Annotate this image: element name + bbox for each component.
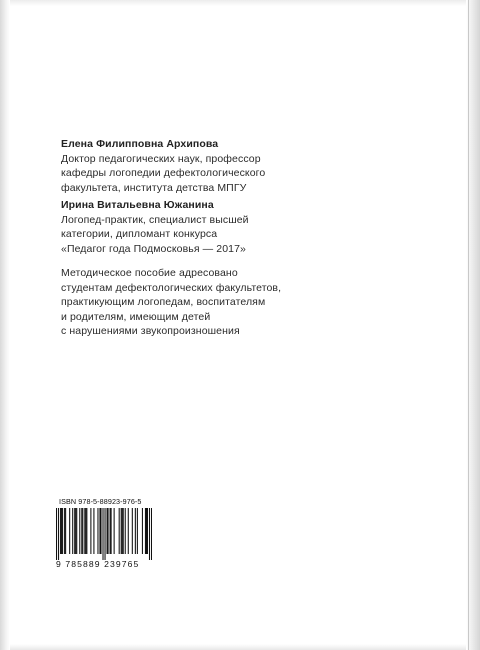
book-description xyxy=(61,266,391,339)
barcode-bar xyxy=(107,508,108,554)
barcode-bar xyxy=(76,508,77,554)
barcode-bar xyxy=(60,508,61,554)
author-2-bio-line: Логопед-практик, специалист высшей xyxy=(61,213,249,226)
author-1-name: Елена Филипповна Архипова xyxy=(61,138,219,150)
description-line: Методическое пособие адресовано xyxy=(61,267,238,279)
barcode-bar xyxy=(137,508,138,554)
barcode-bar xyxy=(111,508,112,554)
barcode-bar xyxy=(97,508,98,554)
barcode-digits: 9 785889 239765 xyxy=(56,559,140,569)
barcode-bar xyxy=(125,508,126,554)
isbn-label: ISBN 978-5-88923-976-5 xyxy=(59,497,142,506)
barcode-bar xyxy=(79,508,80,554)
barcode-bar xyxy=(81,508,82,554)
barcode-bar xyxy=(93,508,94,554)
barcode-bar xyxy=(110,508,111,554)
barcode-bar xyxy=(105,508,106,560)
author-2-bio-line: «Педагог года Подмосковья — 2017» xyxy=(61,242,246,255)
description-line: с нарушениями звукопроизношения xyxy=(61,325,240,337)
barcode-bar xyxy=(119,508,120,554)
barcode-bar xyxy=(86,508,87,554)
barcode-bar xyxy=(75,508,76,554)
author-2-bio-line: категории, дипломант конкурса xyxy=(61,228,218,240)
isbn-block xyxy=(56,497,152,569)
barcode-bar xyxy=(135,508,136,554)
author-1-bio-line: факультета, института детства МПГУ xyxy=(61,181,247,194)
author-2-block xyxy=(61,198,391,256)
author-2-name: Ирина Витальевна Южанина xyxy=(61,199,214,211)
barcode-bar xyxy=(72,508,73,554)
barcode-bar xyxy=(146,508,147,554)
description-line: и родителям, имеющим детей xyxy=(61,310,211,323)
barcode-bar xyxy=(85,508,86,554)
barcode-bar xyxy=(61,508,62,554)
barcode-bar xyxy=(151,508,152,560)
author-1-block xyxy=(61,137,391,195)
barcode-bar xyxy=(69,508,70,554)
barcode-bar xyxy=(100,508,101,554)
page-edge-line xyxy=(468,0,469,650)
author-1-bio-line: Доктор педагогических наук, профессор xyxy=(61,152,261,165)
barcode-bar xyxy=(145,508,146,554)
barcode-bar xyxy=(62,508,63,554)
barcode-bar xyxy=(56,508,57,560)
barcode-bar xyxy=(122,508,123,554)
barcode-bar xyxy=(65,508,66,554)
barcode-bar xyxy=(108,508,109,554)
barcode-bar xyxy=(102,508,103,560)
barcode-bar xyxy=(147,508,148,554)
bottom-edge-shading xyxy=(0,644,480,650)
description-line: практикующим логопедам, воспитателям xyxy=(61,296,266,308)
barcode-bar xyxy=(74,508,75,554)
barcode-image xyxy=(56,508,152,560)
barcode-bar xyxy=(84,508,85,554)
barcode-bar xyxy=(82,508,83,554)
description-line: студентам дефектологических факультетов, xyxy=(61,281,282,294)
barcode-bar xyxy=(90,508,91,554)
left-edge-shading xyxy=(0,0,10,650)
barcode-bar xyxy=(132,508,133,554)
barcode-bar xyxy=(64,508,65,554)
barcode-bar xyxy=(142,508,143,554)
barcode-bar xyxy=(114,508,115,554)
author-1-bio-line: кафедры логопедии дефектологического xyxy=(61,167,266,179)
barcode-bar xyxy=(58,508,59,560)
barcode-bar xyxy=(123,508,124,554)
barcode-bar xyxy=(121,508,122,554)
top-edge-shading xyxy=(0,0,480,6)
barcode-bar xyxy=(149,508,150,560)
barcode-bar xyxy=(99,508,100,554)
barcode-bar xyxy=(128,508,129,554)
